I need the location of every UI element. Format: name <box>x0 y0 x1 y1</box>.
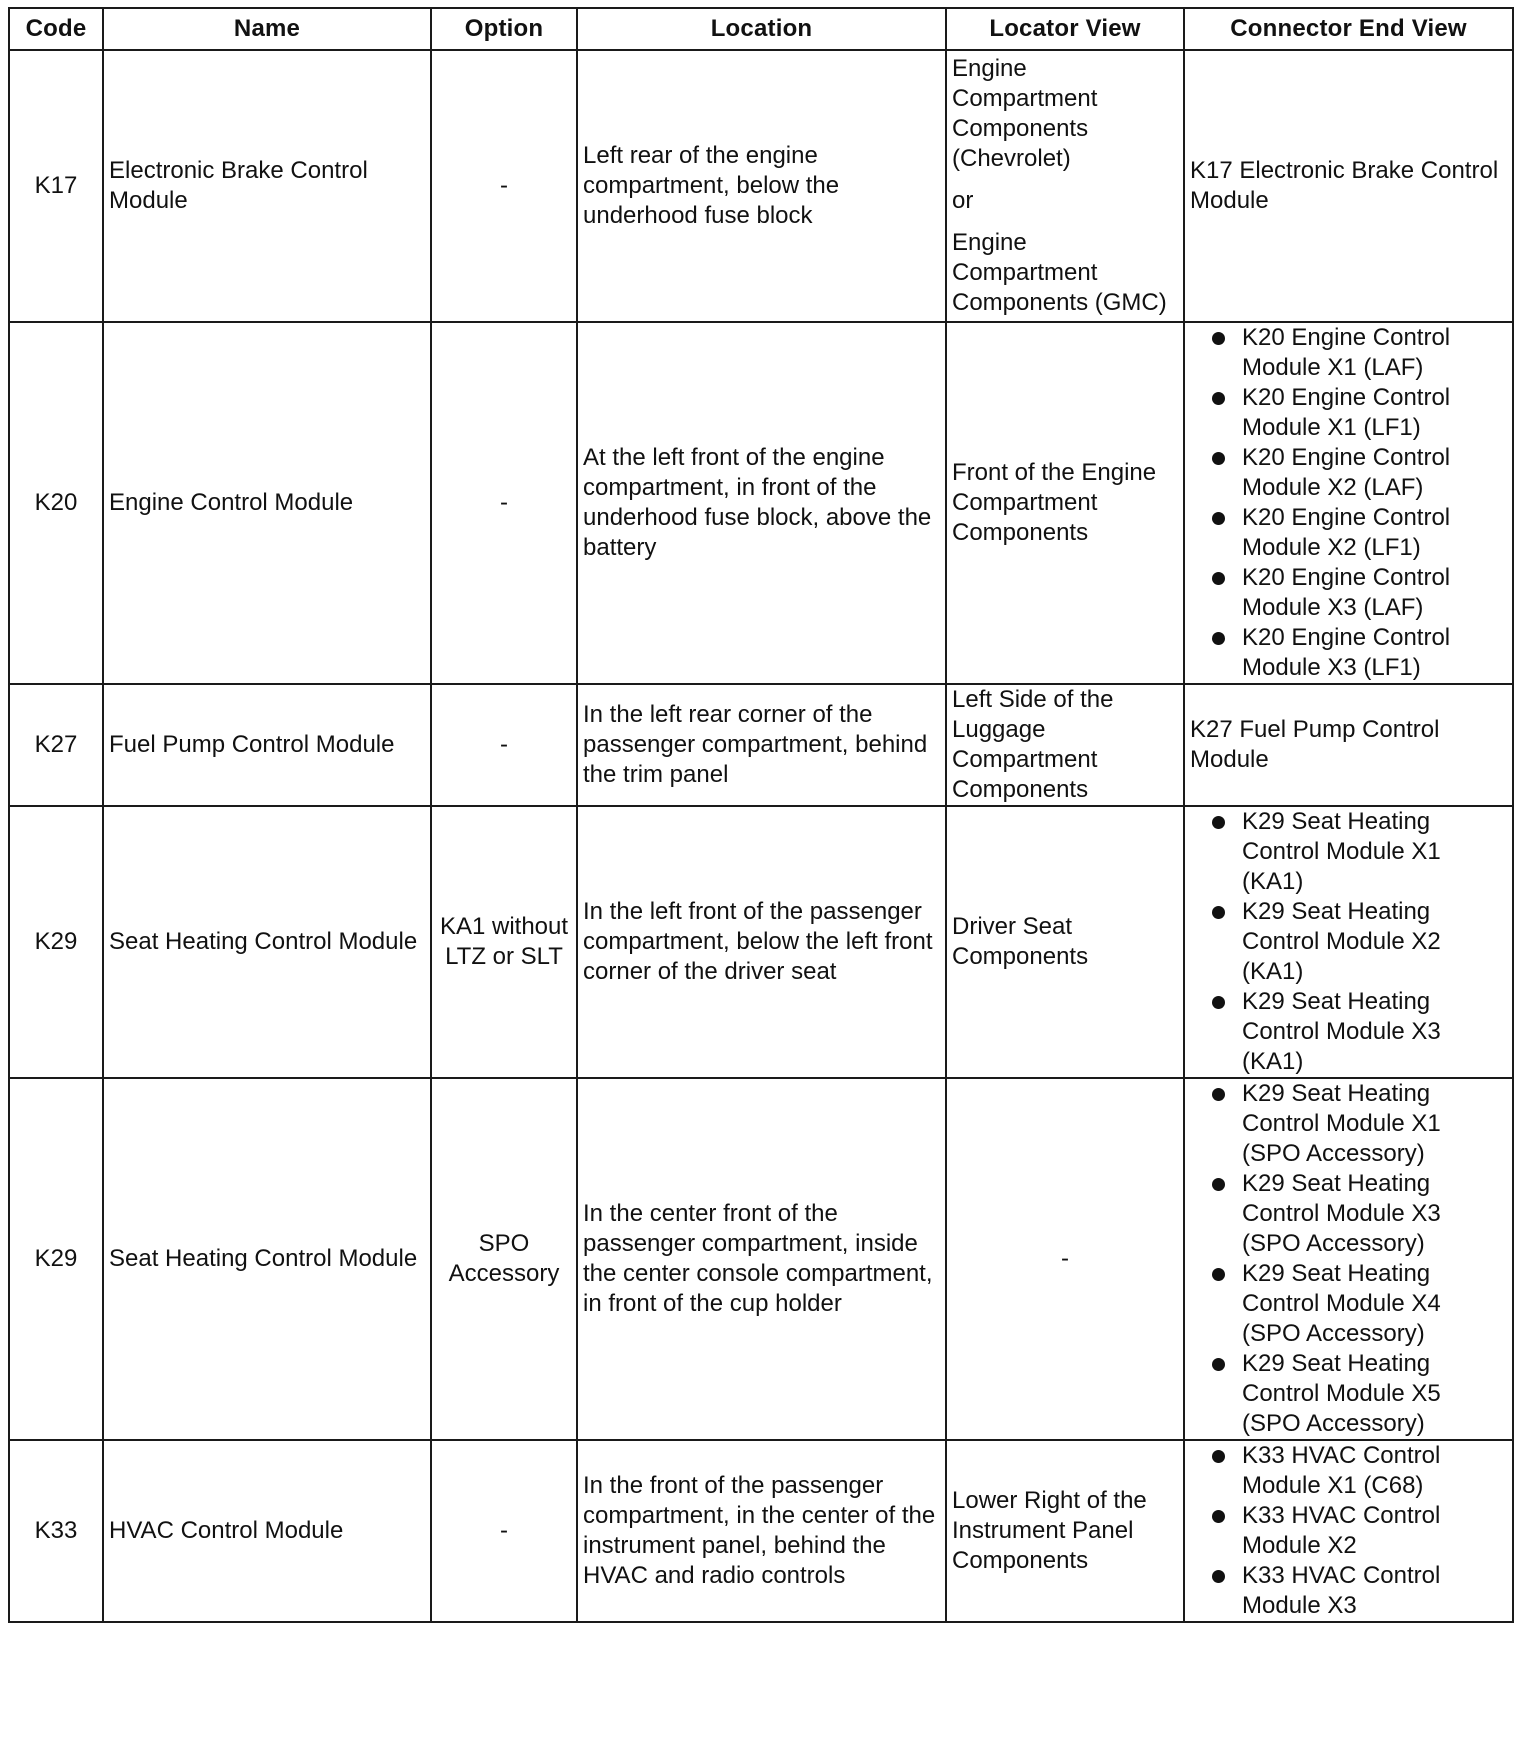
connector-link[interactable]: K17 Electronic Brake Control Module <box>1190 157 1499 214</box>
table-row <box>9 50 1513 322</box>
locator-view-cell <box>946 322 1184 684</box>
option-cell: - <box>431 684 577 806</box>
connector-link[interactable]: K29 Seat Heating Control Module X4 (SPO Accessory) <box>1242 1260 1441 1347</box>
locator-view-link[interactable]: Front of the Engine Compartment Components <box>952 459 1157 546</box>
connector-list-item[interactable] <box>1190 1169 1507 1259</box>
header-code: Code <box>9 8 103 50</box>
connector-list-item[interactable] <box>1190 1561 1507 1621</box>
connector-link[interactable]: K33 HVAC Control Module X1 (C68) <box>1242 1442 1441 1499</box>
table-row <box>9 1440 1513 1622</box>
code-cell: K29 <box>9 1078 103 1440</box>
connector-link[interactable]: K20 Engine Control Module X1 (LF1) <box>1242 384 1451 441</box>
connector-list-item[interactable] <box>1190 1501 1507 1561</box>
bullet-icon <box>1212 1450 1225 1463</box>
component-locator-table <box>8 7 1514 1623</box>
connector-list-item[interactable] <box>1190 807 1507 897</box>
header-location: Location <box>577 8 946 50</box>
option-cell: - <box>431 50 577 322</box>
table-row <box>9 806 1513 1078</box>
connector-end-view-cell <box>1184 322 1513 684</box>
connector-end-view-cell <box>1184 1078 1513 1440</box>
bullet-icon <box>1212 1088 1225 1101</box>
table-body <box>9 50 1513 1622</box>
connector-link[interactable]: K29 Seat Heating Control Module X2 (KA1) <box>1242 898 1441 985</box>
locator-view-cell <box>946 806 1184 1078</box>
location-cell: Left rear of the engine compartment, below the underhood fuse block <box>577 50 946 322</box>
connector-list-item[interactable] <box>1190 1349 1507 1439</box>
connector-link[interactable]: K20 Engine Control Module X2 (LF1) <box>1242 504 1451 561</box>
code-cell: K20 <box>9 322 103 684</box>
locator-view-cell <box>946 1078 1184 1440</box>
location-cell: In the left rear corner of the passenger compartment, behind the trim panel <box>577 684 946 806</box>
bullet-icon <box>1212 332 1225 345</box>
bullet-icon <box>1212 1570 1225 1583</box>
name-cell: Seat Heating Control Module <box>103 806 431 1078</box>
connector-list <box>1190 807 1507 1077</box>
connector-list-item[interactable] <box>1190 383 1507 443</box>
code-cell: K29 <box>9 806 103 1078</box>
connector-list <box>1190 323 1507 683</box>
connector-list-item[interactable] <box>1190 563 1507 623</box>
table-row <box>9 1078 1513 1440</box>
connector-end-view-cell <box>1184 806 1513 1078</box>
connector-list-item[interactable] <box>1190 897 1507 987</box>
connector-link[interactable]: K33 HVAC Control Module X3 <box>1242 1562 1441 1619</box>
connector-end-view-cell <box>1184 50 1513 322</box>
code-cell: K27 <box>9 684 103 806</box>
code-cell: K33 <box>9 1440 103 1622</box>
bullet-icon <box>1212 392 1225 405</box>
header-option: Option <box>431 8 577 50</box>
option-cell: - <box>431 322 577 684</box>
header-name: Name <box>103 8 431 50</box>
bullet-icon <box>1212 512 1225 525</box>
connector-list-item[interactable] <box>1190 1259 1507 1349</box>
connector-list-item[interactable] <box>1190 623 1507 683</box>
connector-link[interactable]: K20 Engine Control Module X1 (LAF) <box>1242 324 1451 381</box>
locator-view-link[interactable]: Left Side of the Luggage Compartment Components <box>952 686 1114 803</box>
name-cell: Electronic Brake Control Module <box>103 50 431 322</box>
locator-view-cell <box>946 50 1184 322</box>
connector-list-item[interactable] <box>1190 1441 1507 1501</box>
name-cell: HVAC Control Module <box>103 1440 431 1622</box>
table-row <box>9 684 1513 806</box>
connector-link[interactable]: K29 Seat Heating Control Module X3 (SPO Accessory) <box>1242 1170 1441 1257</box>
connector-link[interactable]: K33 HVAC Control Module X2 <box>1242 1502 1441 1559</box>
connector-link[interactable]: K29 Seat Heating Control Module X5 (SPO Accessory) <box>1242 1350 1441 1437</box>
connector-link[interactable]: K20 Engine Control Module X3 (LAF) <box>1242 564 1451 621</box>
connector-list-item[interactable] <box>1190 1079 1507 1169</box>
locator-view-cell <box>946 1440 1184 1622</box>
bullet-icon <box>1212 1178 1225 1191</box>
bullet-icon <box>1212 906 1225 919</box>
locator-view-cell <box>946 684 1184 806</box>
bullet-icon <box>1212 632 1225 645</box>
bullet-icon <box>1212 1358 1225 1371</box>
connector-list-item[interactable] <box>1190 443 1507 503</box>
name-cell: Engine Control Module <box>103 322 431 684</box>
bullet-icon <box>1212 816 1225 829</box>
locator-view-link[interactable]: Lower Right of the Instrument Panel Components <box>952 1487 1147 1574</box>
name-cell: Fuel Pump Control Module <box>103 684 431 806</box>
bullet-icon <box>1212 996 1225 1009</box>
bullet-icon <box>1212 1510 1225 1523</box>
locator-view-separator: or <box>952 187 974 214</box>
connector-link[interactable]: K29 Seat Heating Control Module X3 (KA1) <box>1242 988 1441 1075</box>
bullet-icon <box>1212 572 1225 585</box>
location-cell: In the left front of the passenger compartment, below the left front corner of the driver seat <box>577 806 946 1078</box>
option-cell: KA1 without LTZ or SLT <box>431 806 577 1078</box>
connector-link[interactable]: K29 Seat Heating Control Module X1 (SPO Accessory) <box>1242 1080 1441 1167</box>
name-cell: Seat Heating Control Module <box>103 1078 431 1440</box>
bullet-icon <box>1212 1268 1225 1281</box>
header-row <box>9 8 1513 50</box>
location-cell: In the front of the passenger compartment, in the center of the instrument panel, behind the HVAC and radio controls <box>577 1440 946 1622</box>
connector-end-view-cell <box>1184 1440 1513 1622</box>
connector-list <box>1190 1441 1507 1621</box>
option-cell: - <box>431 1440 577 1622</box>
connector-list-item[interactable] <box>1190 987 1507 1077</box>
connector-list-item[interactable] <box>1190 323 1507 383</box>
locator-view-link: - <box>1061 1245 1069 1272</box>
connector-link[interactable]: K20 Engine Control Module X3 (LF1) <box>1242 624 1451 681</box>
location-cell: In the center front of the passenger compartment, inside the center console compartment, in front of the cup holder <box>577 1078 946 1440</box>
locator-view-link[interactable]: Engine Compartment Components (Chevrolet) <box>952 55 1098 172</box>
connector-list <box>1190 1079 1507 1439</box>
connector-link[interactable]: K20 Engine Control Module X2 (LAF) <box>1242 444 1451 501</box>
locator-view-link[interactable]: Engine Compartment Components (GMC) <box>952 229 1167 316</box>
code-cell: K17 <box>9 50 103 322</box>
location-cell: At the left front of the engine compartment, in front of the underhood fuse block, above the battery <box>577 322 946 684</box>
header-connector-end-view: Connector End View <box>1184 8 1513 50</box>
table-row <box>9 322 1513 684</box>
locator-view-link[interactable]: Driver Seat Components <box>952 913 1089 970</box>
bullet-icon <box>1212 452 1225 465</box>
option-cell: SPO Accessory <box>431 1078 577 1440</box>
connector-list-item[interactable] <box>1190 503 1507 563</box>
connector-link[interactable]: K29 Seat Heating Control Module X1 (KA1) <box>1242 808 1441 895</box>
connector-link[interactable]: K27 Fuel Pump Control Module <box>1190 716 1440 773</box>
connector-end-view-cell <box>1184 684 1513 806</box>
header-locator-view: Locator View <box>946 8 1184 50</box>
